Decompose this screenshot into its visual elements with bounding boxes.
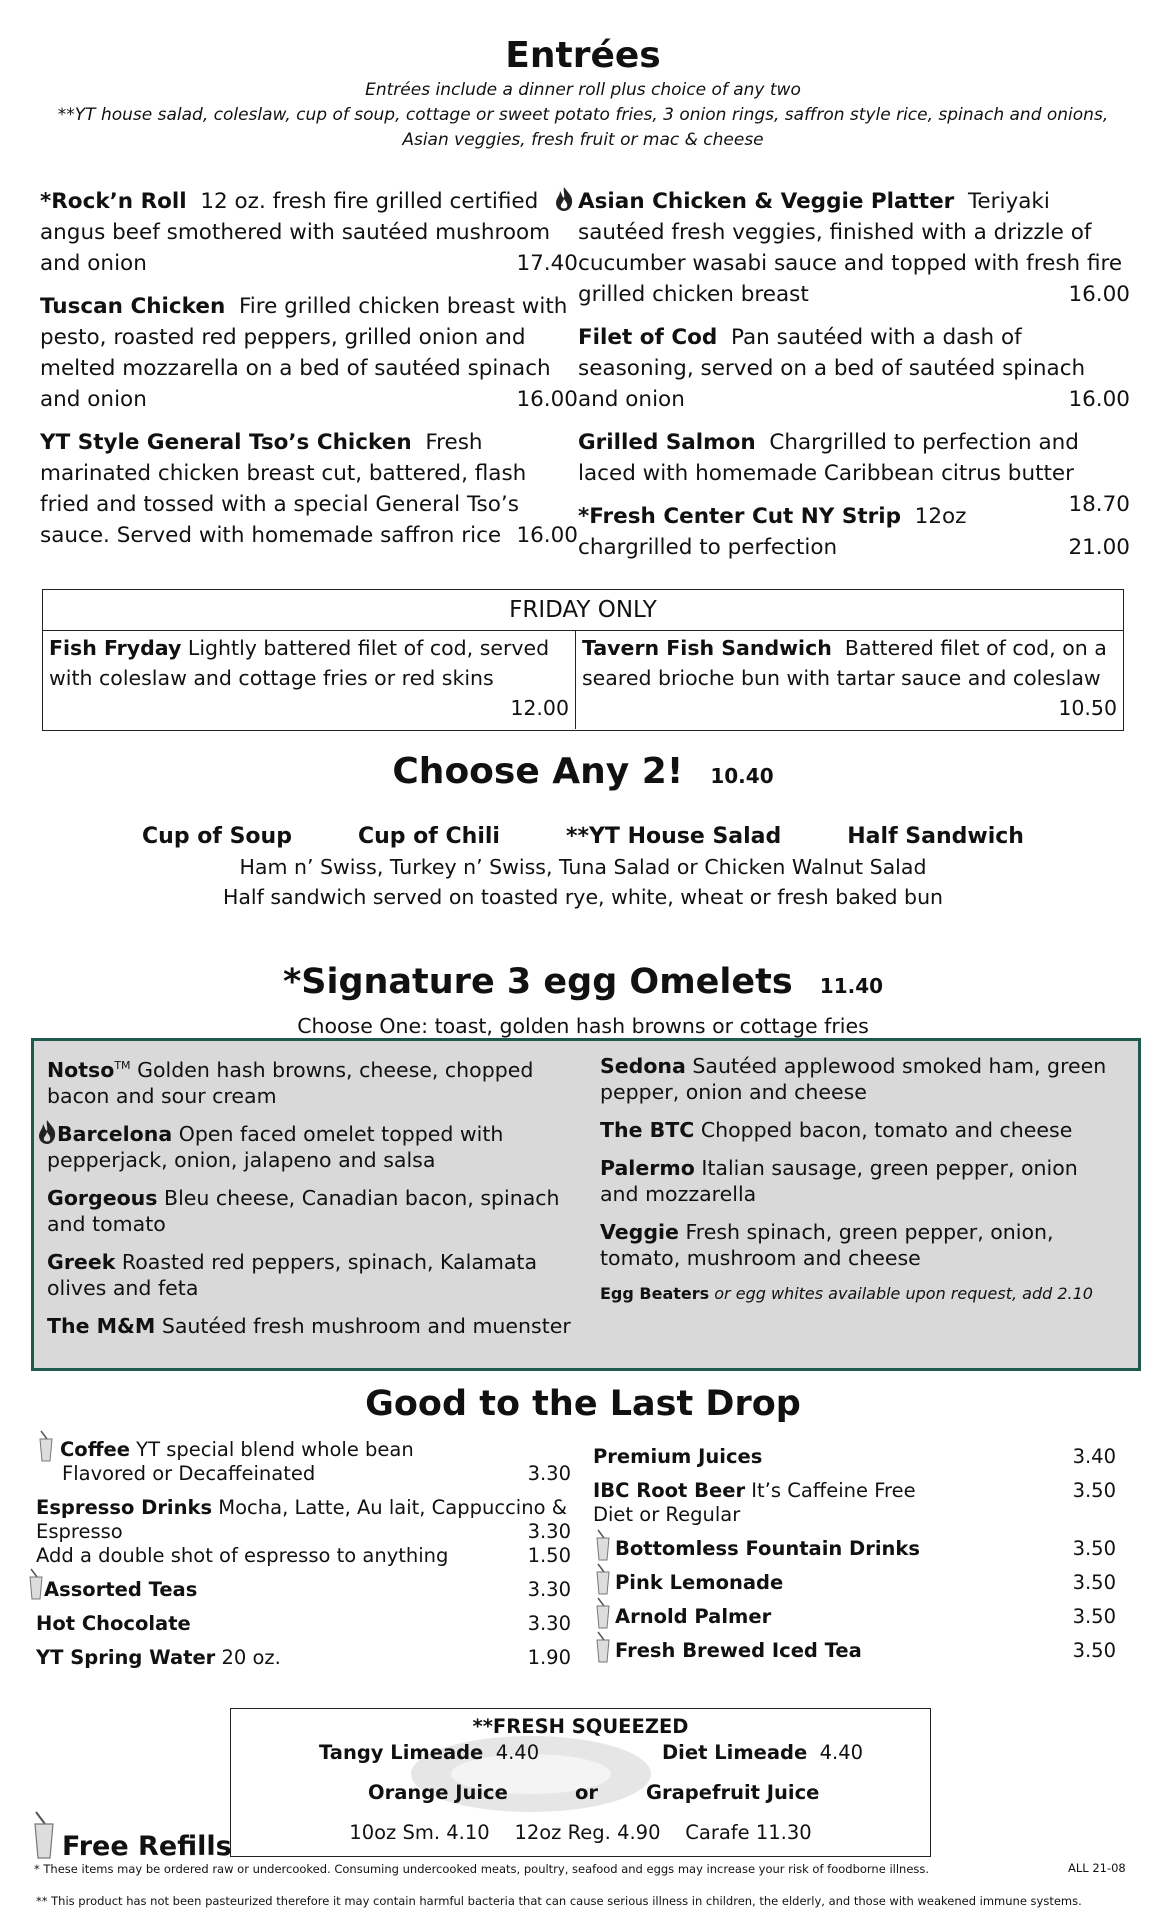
entree-item — [578, 322, 1130, 415]
omelet-item — [47, 1121, 587, 1173]
drink-size: 20 oz. — [221, 1646, 281, 1669]
omelet-desc: Bleu cheese, Canadian bacon, spinach and tomato — [47, 1185, 560, 1236]
omelet-name: The BTC — [600, 1118, 695, 1142]
choose-bread-options: Half sandwich served on toasted rye, white, wheat or fresh baked bun — [222, 885, 944, 909]
entree-desc: 12oz chargrilled to perfection — [578, 504, 967, 560]
entrees-left-column — [40, 186, 578, 551]
entrees-title: Entrées — [505, 35, 661, 76]
drink-price: 3.30 — [527, 1462, 571, 1485]
friday-title: FRIDAY ONLY — [43, 590, 1123, 631]
drink-desc: YT special blend whole bean — [136, 1438, 414, 1461]
omelet-name: Veggie — [600, 1220, 679, 1244]
entree-price: 16.00 — [516, 523, 578, 548]
omelets-right-column — [600, 1053, 1120, 1305]
omelet-item — [600, 1117, 1120, 1143]
free-refills-label: Free Refills — [62, 1831, 232, 1862]
omelet-item — [600, 1219, 1120, 1271]
drink-name: Coffee — [60, 1438, 130, 1461]
friday-item-name: Tavern Fish Sandwich — [582, 636, 832, 660]
juice-sizes: 10oz Sm. 4.10 12oz Reg. 4.90 Carafe 11.30 — [349, 1821, 812, 1844]
drink-item-rootbeer — [593, 1479, 1116, 1527]
entree-price: 17.40 — [516, 251, 578, 276]
drink-price: 3.50 — [1072, 1639, 1116, 1662]
drink-price: 3.30 — [527, 1612, 571, 1635]
drink-name: Assorted Teas — [44, 1578, 198, 1601]
drink-item — [593, 1605, 1116, 1629]
drink-item — [593, 1571, 1116, 1595]
entrees-right-column — [578, 186, 1130, 563]
drink-name: Bottomless Fountain Drinks — [615, 1537, 921, 1560]
omelet-item — [600, 1053, 1120, 1105]
drink-name: IBC Root Beer — [593, 1479, 746, 1502]
fresh-squeezed-box — [230, 1708, 931, 1857]
entree-name: Grilled Salmon — [578, 430, 756, 455]
omelet-desc: Sautéed fresh mushroom and muenster — [161, 1313, 571, 1338]
drink-name: Premium Juices — [593, 1445, 763, 1468]
drink-name: Fresh Brewed Iced Tea — [615, 1639, 862, 1662]
entree-desc: Teriyaki sautéed fresh veggies, finished with a drizzle of cucumber wasabi sauce and topped with fresh fire grilled chicken breast — [578, 189, 1123, 307]
drink-name: Arnold Palmer — [615, 1605, 772, 1628]
espresso-addon: Add a double shot of espresso to anything — [36, 1544, 449, 1567]
friday-item-price: 10.50 — [1058, 696, 1117, 720]
drink-price: 3.30 — [527, 1578, 571, 1601]
refill-cup-icon — [593, 1563, 613, 1601]
omelet-desc: Chopped bacon, tomato and cheese — [700, 1118, 1073, 1142]
omelet-desc: Open faced omelet topped with pepperjack, onion, jalapeno and salsa — [47, 1121, 504, 1172]
tangy-limeade — [319, 1741, 539, 1764]
entree-name: Tuscan Chicken — [40, 294, 226, 319]
omelets-left-column — [47, 1053, 587, 1339]
omelets-header — [0, 958, 1166, 1040]
entree-item — [40, 427, 578, 551]
choose-option: Half Sandwich — [847, 824, 1024, 849]
entree-item — [578, 186, 1130, 310]
fresh-title: **FRESH SQUEEZED — [472, 1715, 689, 1738]
egg-beaters-name: Egg Beaters — [600, 1284, 710, 1303]
omelet-name: Barcelona — [57, 1121, 173, 1146]
drink-item-espresso — [36, 1496, 571, 1568]
refill-cup-icon — [36, 1430, 56, 1468]
refill-cup-icon — [593, 1631, 613, 1669]
entree-price: 18.70 — [1068, 492, 1130, 517]
entree-desc: Fire grilled chicken breast with pesto, roasted red peppers, grilled onion and melted mozzarella on a bed of sautéed spinach and onion — [40, 294, 568, 412]
entree-desc: Fresh marinated chicken breast cut, battered, flash fried and tossed with a special General Tso’s sauce. Served with homemade saffron rice — [40, 430, 527, 548]
drinks-right-column — [593, 1445, 1116, 1663]
drink-name: YT Spring Water — [36, 1646, 216, 1669]
omelet-name: Notso — [47, 1057, 115, 1082]
friday-item — [43, 631, 576, 729]
omelet-desc: Sautéed applewood smoked ham, green pepper, onion and cheese — [600, 1054, 1107, 1104]
footer-code: ALL 21-08 — [1068, 1861, 1126, 1875]
omelet-desc: Italian sausage, green pepper, onion and mozzarella — [600, 1156, 1078, 1206]
omelet-desc: Golden hash browns, cheese, chopped bacon and sour cream — [47, 1057, 534, 1108]
omelet-item — [47, 1249, 587, 1301]
drink-price: 3.50 — [1072, 1537, 1116, 1560]
tangy-price: 4.40 — [495, 1741, 540, 1764]
drink-desc-line2: Flavored or Decaffeinated — [62, 1462, 316, 1485]
drink-price: 3.50 — [1072, 1479, 1116, 1502]
entree-name: Asian Chicken & Veggie Platter — [578, 189, 955, 214]
omelets-price: 11.40 — [819, 974, 884, 998]
juice-or: or — [575, 1781, 599, 1804]
drink-name: Hot Chocolate — [36, 1612, 191, 1635]
entree-name: Filet of Cod — [578, 325, 718, 350]
drink-item — [36, 1578, 571, 1602]
entrees-note-1: Entrées include a dinner roll plus choice of any two — [365, 80, 801, 100]
refill-cup-icon — [593, 1597, 613, 1635]
omelet-name: Palermo — [600, 1156, 695, 1180]
entree-price: 16.00 — [1068, 282, 1130, 307]
drink-item — [593, 1537, 1116, 1561]
drink-price: 1.90 — [527, 1646, 571, 1669]
entree-desc: Pan sautéed with a dash of seasoning, served on a bed of sautéed spinach and onion — [578, 325, 1086, 412]
entree-desc: 12 oz. fresh fire grilled certified angus beef smothered with sautéed mushroom and onion — [40, 189, 551, 276]
free-refills — [30, 1810, 232, 1864]
flame-icon — [37, 1119, 57, 1151]
choose-option: Cup of Soup — [142, 824, 292, 849]
entree-item — [578, 501, 1130, 563]
entree-price: 21.00 — [1068, 535, 1130, 560]
omelet-item — [600, 1155, 1120, 1207]
omelet-desc: Roasted red peppers, spinach, Kalamata olives and feta — [47, 1249, 538, 1300]
entrees-note-3: Asian veggies, fresh fruit or mac & cheese — [402, 130, 764, 150]
choose-any-section — [0, 746, 1166, 912]
entrees-note-2: **YT house salad, coleslaw, cup of soup, cottage or sweet potato fries, 3 onion rings, saffron style rice, spinach and onions, — [57, 105, 1109, 125]
entrees-header — [0, 34, 1166, 153]
friday-item-name: Fish Fryday — [49, 636, 182, 660]
diet-name: Diet Limeade — [662, 1741, 808, 1764]
drink-price: 3.50 — [1072, 1571, 1116, 1594]
diet-price: 4.40 — [819, 1741, 864, 1764]
entree-price: 16.00 — [1068, 387, 1130, 412]
omelets-title: *Signature 3 egg Omelets — [282, 962, 793, 1002]
espresso-addon-price: 1.50 — [527, 1544, 571, 1567]
drink-item — [36, 1646, 571, 1670]
footer-note-unpasteurized: ** This product has not been pasteurized therefore it may contain harmful bacteria that can cause serious illness in children, the elderly, and those with weakened immune systems. — [36, 1894, 1082, 1908]
drink-price: 3.40 — [1072, 1445, 1116, 1468]
footer-note-raw: * These items may be ordered raw or undercooked. Consuming undercooked meats, poultry, seafood and eggs may increase your risk of foodborne illness. — [34, 1862, 930, 1876]
drink-name: Pink Lemonade — [615, 1571, 784, 1594]
entree-price: 16.00 — [516, 387, 578, 412]
drink-desc-line2: Diet or Regular — [593, 1503, 741, 1526]
refill-cup-icon — [26, 1568, 46, 1606]
omelet-name: The M&M — [47, 1313, 156, 1338]
omelet-name: Gorgeous — [47, 1185, 158, 1210]
entree-name: *Rock’n Roll — [40, 189, 187, 214]
flame-icon — [554, 186, 574, 212]
omelets-box — [31, 1038, 1141, 1371]
drink-item — [36, 1612, 571, 1636]
omelet-desc: Fresh spinach, green pepper, onion, tomato, mushroom and cheese — [600, 1220, 1054, 1270]
drink-item — [593, 1639, 1116, 1663]
grapefruit-juice: Grapefruit Juice — [646, 1781, 820, 1804]
egg-beaters-note — [600, 1283, 1120, 1305]
friday-only-box — [42, 589, 1124, 731]
entree-name: YT Style General Tso’s Chicken — [40, 430, 412, 455]
omelet-name: Greek — [47, 1249, 116, 1274]
drink-price: 3.30 — [527, 1520, 571, 1543]
drink-item — [593, 1445, 1116, 1469]
friday-item-price: 12.00 — [510, 696, 569, 720]
friday-item — [576, 631, 1123, 729]
entree-name: *Fresh Center Cut NY Strip — [578, 504, 901, 529]
entree-item — [40, 186, 578, 279]
drinks-title: Good to the Last Drop — [365, 1384, 801, 1424]
drink-desc: It’s Caffeine Free — [751, 1479, 916, 1502]
entree-desc: Chargrilled to perfection and laced with homemade Caribbean citrus butter — [578, 430, 1079, 486]
friday-item-desc: Lightly battered filet of cod, served with coleslaw and cottage fries or red skins — [49, 636, 550, 690]
diet-limeade — [662, 1741, 863, 1764]
drink-name: Espresso Drinks — [36, 1496, 213, 1519]
tangy-name: Tangy Limeade — [319, 1741, 484, 1764]
orange-juice: Orange Juice — [368, 1781, 508, 1804]
refill-cup-icon — [30, 1810, 58, 1864]
egg-beaters-text: or egg whites available upon request, add 2.10 — [714, 1284, 1093, 1303]
omelets-subtitle: Choose One: toast, golden hash browns or cottage fries — [297, 1014, 869, 1038]
omelet-item — [47, 1185, 587, 1237]
drink-price: 3.50 — [1072, 1605, 1116, 1628]
drinks-left-column — [36, 1438, 571, 1670]
drink-desc-line2: Espresso — [36, 1520, 123, 1543]
choose-option: **YT House Salad — [565, 824, 782, 849]
choose-option: Cup of Chili — [357, 824, 500, 849]
choose-title: Choose Any 2! — [392, 751, 684, 792]
choose-price: 10.40 — [710, 764, 774, 788]
omelet-item — [47, 1313, 587, 1339]
refill-cup-icon — [593, 1529, 613, 1567]
drink-item-coffee — [36, 1438, 571, 1486]
choose-sandwich-options: Ham n’ Swiss, Turkey n’ Swiss, Tuna Salad or Chicken Walnut Salad — [239, 855, 927, 879]
omelet-item — [47, 1053, 587, 1109]
entree-item — [40, 291, 578, 415]
omelet-name: Sedona — [600, 1054, 686, 1078]
friday-item-desc: Battered filet of cod, on a seared brioche bun with tartar sauce and coleslaw — [582, 636, 1107, 690]
trademark: TM — [114, 1059, 131, 1072]
drink-desc: Mocha, Latte, Au lait, Cappuccino & — [218, 1496, 567, 1519]
